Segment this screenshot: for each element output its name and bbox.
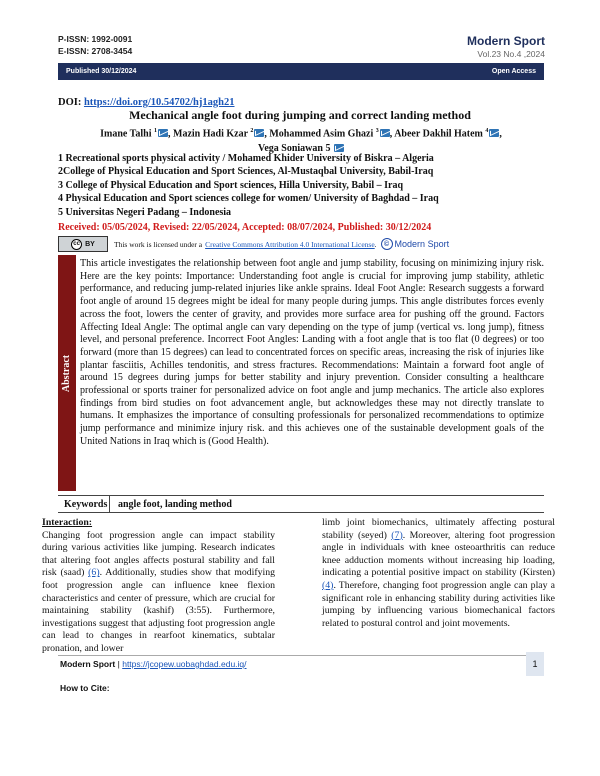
keywords-row (58, 495, 544, 513)
footer-journal: Modern Sport (60, 659, 116, 669)
citation-link[interactable]: (4) (322, 579, 334, 591)
footer-divider (58, 655, 544, 656)
body-paragraph: Changing foot progression angle can impact stability during various activities like jumping. Research indicates that altering foot angles affects postural stability and fall risk (saad) (42, 529, 275, 579)
author-affiliation: 4 (485, 128, 489, 134)
doi-link[interactable]: https://doi.org/10.54702/hj1agh21 (83, 97, 235, 108)
author-name: Abeer Dakhil Hatem (394, 128, 483, 140)
body-paragraph: . Additionally, studies show that modifying foot progression angle can influence knee flexion characteristics and center of pressure, which are crucial for maintaining stability (kashif) (3:55). Furthermore, investigations suggest that adjusting foot progression angle can lead to changes in rearfoot kinematics, subtalar pronation, and lower (42, 567, 276, 654)
paper-title: Mechanical angle foot during jumping and correct landing method (129, 108, 471, 122)
email-icon[interactable] (334, 144, 344, 152)
affiliation-3: 3 College of Physical Education and Sport sciences, Hilla University, Babil – Iraq (58, 180, 404, 191)
license-link[interactable]: Creative Commons Attribution 4.0 International License (205, 239, 375, 249)
author-name: Mohammed Asim Ghazi (269, 128, 374, 140)
cc-badge-label: BY (85, 240, 95, 248)
affiliation-2: 2College of Physical Education and Sport Sciences, Al-Mustaqbal University, Babil-Iraq (58, 166, 434, 177)
how-to-cite: How to Cite: (60, 683, 110, 693)
cc-icon: cc (71, 239, 82, 250)
email-icon[interactable] (380, 129, 390, 137)
author-affiliation: 2 (250, 128, 254, 134)
journal-title: Modern Sport (467, 34, 545, 48)
abstract-text: This article investigates the relationship between foot angle and jump stability, focusing on minimizing injury risk. Here are the key points: Importance: Understanding foot angle is crucial for improving jump stability, athletic performance, and reducing jump-related injuries like ankle sprains. Ideal Foot Angle: Research suggests a forward foot angle of around 15 degrees might be ideal for many people during jumps. This angle distributes forces evenly across the foot, lowers the center of gravity, and provides more surface area for pushing off the ground. Factors Affecting Ideal Angle: The optimal angle can vary depending on the type of jump (vertical vs. long jump), fitness level, and personal preference. Incorrect Foot Angles: Landing with a foot angle that is too flat (0 degrees) or too forward (more than 15 degrees) can lead to concentrated forces on specific areas, increasing the risk of injuries like plantar fasciitis, Achilles tendonitis, and stress fractures. Recommendations: Maintain a forward foot angle of around 15 degrees during jumps for better stability and injury prevention. Consider consulting a healthcare professional or sports trainer for personalized advice on foot angle and jump mechanics. The article also explores findings from bird studies on foot advancement angle, but acknowledges these may not directly translate to humans. It emphasizes the importance of consulting professionals for personalized recommendations to optimize jump performance and minimize injury risk. and this achieves one of the sustainable development goals of the United Nations in Iraq which is (Good Health). (80, 258, 544, 447)
submission-dates: Received: 05/05/2024, Revised: 22/05/2024, Accepted: 08/07/2024, Published: 30/12/2024 (58, 222, 432, 233)
open-access-label: Open Access (491, 68, 536, 75)
author-name: Imane Talhi (100, 128, 152, 140)
keywords-label: Keywords (58, 496, 110, 512)
section-heading: Interaction: (42, 517, 93, 528)
affiliation-1: 1 Recreational sports physical activity / Mohamed Khider University of Biskra – Algeria (58, 153, 434, 164)
p-issn: P-ISSN: 1992-0091 (58, 34, 133, 44)
body-paragraph: limb joint biomechanics, ultimately affecting postural stability (seyed) (322, 517, 555, 541)
body-paragraph: . Therefore, changing foot progression angle can play a significant role in enhancing stability during activities like jumping by influencing various biomechanical factors related to postural control and joint movements. (322, 579, 555, 629)
footer-separator: | (117, 659, 120, 669)
body-column-left (42, 517, 275, 656)
published-date: Published 30/12/2024 (66, 68, 137, 75)
body-column-right (322, 517, 555, 630)
doi-label: DOI: (58, 97, 82, 108)
author-name: Vega Soniawan (258, 143, 323, 155)
author-affiliation: 5 (325, 143, 331, 155)
affiliation-5: 5 Universitas Negeri Padang – Indonesia (58, 207, 232, 218)
body-paragraph: . Moreover, altering foot progression angle in individuals with knee osteoarthritis can reduce knee adduction moments without increasing hip loading, indicating a potential positive impact on stability (Kirsten) (322, 529, 555, 579)
journal-volume: Vol.23 No.4 ,2024 (477, 49, 545, 59)
footer (60, 659, 247, 669)
published-bar (58, 63, 544, 80)
author-list: Imane Talhi $^1$ , Mazin Hadi Kzar $^2$ , Mohammed Asim Ghazi $^3$ , Abeer Dakhil Hatem $^4$ , Vega Soniawan 5 (100, 128, 502, 155)
footer-url[interactable]: https://jcopew.uobaghdad.edu.iq/ (122, 659, 247, 669)
cc-by-badge[interactable] (58, 236, 108, 252)
copyright-icon: © (381, 238, 393, 250)
doi-line (58, 97, 235, 108)
email-icon[interactable] (489, 129, 499, 137)
logo-text: Modern Sport (394, 239, 450, 249)
abstract-side-label (58, 255, 76, 491)
e-issn: E-ISSN: 2708-3454 (58, 46, 133, 56)
license-line: cc BY This work is licensed under a Creative Commons Attribution 4.0 International License . © Modern Sport (58, 235, 544, 253)
abstract-label: Abstract (61, 354, 73, 392)
email-icon[interactable] (158, 129, 168, 137)
email-icon[interactable] (254, 129, 264, 137)
modern-sport-logo (381, 238, 450, 250)
affiliation-4: 4 Physical Education and Sport sciences college for women/ University of Baghdad – Iraq (58, 193, 439, 204)
citation-link[interactable]: (6) (88, 567, 100, 579)
license-text: This work is licensed under a (114, 239, 203, 249)
citation-link[interactable]: (7) (391, 529, 403, 541)
keywords-value: angle foot, landing method (118, 498, 232, 510)
author-affiliation: 3 (375, 128, 379, 134)
page-number: 1 (526, 652, 544, 676)
author-name: Mazin Hadi Kzar (173, 128, 248, 140)
author-affiliation: 1 (154, 128, 158, 134)
